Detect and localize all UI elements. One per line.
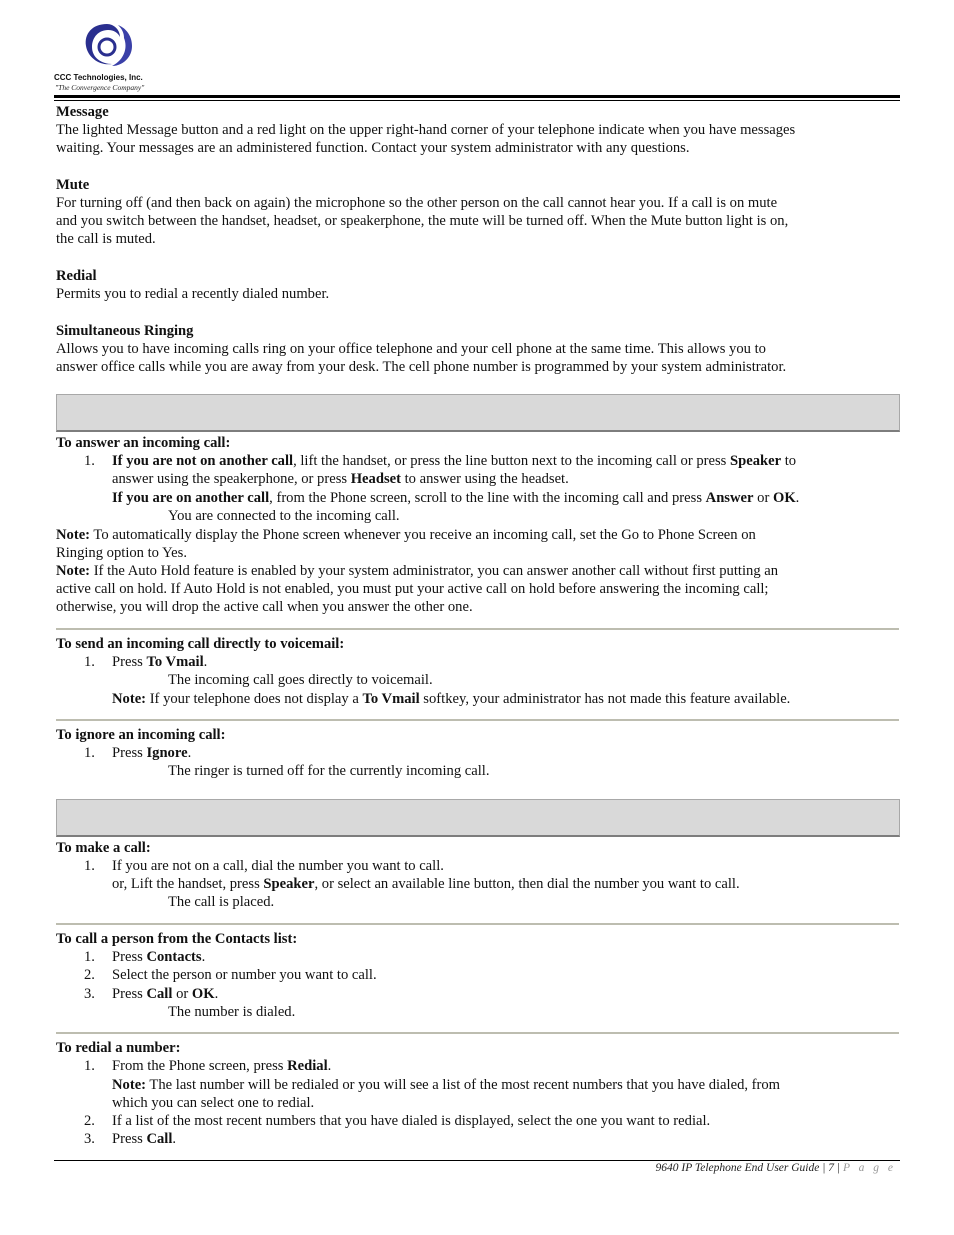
redial-text-1: Permits you to redial a recently dialed number. [56, 286, 330, 302]
message-text-2: waiting. Your messages are an administered function. Contact your system administrator with any questions. [56, 140, 690, 156]
message-text-1: The lighted Message button and a red light on the upper right-hand corner of your telephone indicate when you have messages [56, 122, 796, 138]
text: Press [112, 1131, 147, 1147]
text: answer using the speakerphone, or press [112, 471, 351, 487]
note-label: Note: [112, 1077, 147, 1093]
ignore-heading: To ignore an incoming call: [56, 727, 226, 743]
note-label: Note: [56, 527, 91, 543]
answer-note-2a [56, 562, 778, 580]
text: . [795, 490, 800, 506]
redial-note-a [112, 1076, 780, 1094]
contacts-step-3 [112, 985, 218, 1003]
text: , from the Phone screen, scroll to the line with the incoming call and press [269, 490, 706, 506]
contacts-heading: To call a person from the Contacts list: [56, 931, 298, 947]
key-headset: Headset [350, 471, 401, 487]
key-answer: Answer [705, 490, 754, 506]
section-band-making-calls [56, 799, 900, 837]
text: If the Auto Hold feature is enabled by your system administrator, you can answer another call without first putting an [90, 563, 779, 579]
answer-step-1c [112, 489, 799, 507]
voicemail-step-1 [112, 653, 207, 671]
key-ignore: Ignore [146, 745, 188, 761]
redial-step-number: 3. [84, 1131, 95, 1147]
mute-text-1: For turning off (and then back on again) the microphone so the other person on the call cannot hear you. If a call is on mute [56, 195, 778, 211]
text: to answer using the headset. [400, 471, 569, 487]
mute-text-3: the call is muted. [56, 231, 156, 247]
redial-note-b: which you can select one to redial. [112, 1095, 315, 1111]
company-logo [54, 20, 174, 96]
contacts-step-number: 1. [84, 949, 95, 965]
text: . [203, 654, 208, 670]
key-call: Call [146, 986, 173, 1002]
separator [56, 628, 899, 630]
text: From the Phone screen, press [112, 1058, 288, 1074]
key-ok: OK [191, 986, 215, 1002]
footer-divider: | [822, 1162, 826, 1174]
text: Press [112, 986, 147, 1002]
section-band-answering [56, 394, 900, 432]
text: . [327, 1058, 332, 1074]
redial-step-number: 1. [84, 1058, 95, 1074]
footer-divider: | [836, 1162, 841, 1174]
text: . [187, 745, 192, 761]
text: If your telephone does not display a [146, 691, 363, 707]
contacts-step-1 [112, 948, 205, 966]
text: , or select an available line button, then dial the number you want to call. [314, 876, 740, 892]
answer-heading: To answer an incoming call: [56, 435, 231, 451]
make-step-1: If you are not on a call, dial the number you want to call. [112, 858, 444, 874]
voicemail-note [112, 690, 790, 708]
note-label: Note: [56, 563, 91, 579]
key-redial: Redial [287, 1058, 328, 1074]
section-title-simultaneous: Simultaneous Ringing [56, 323, 194, 339]
text: To automatically display the Phone screen whenever you receive an incoming call, set the Go to Phone Screen on [90, 527, 756, 543]
text: Press [112, 745, 147, 761]
answer-step-1a [112, 452, 796, 470]
make-step-number: 1. [84, 858, 95, 874]
contacts-result: The number is dialed. [168, 1004, 296, 1020]
redial-step-2: If a list of the most recent numbers that you have dialed is displayed, select the one you want to redial. [112, 1113, 711, 1129]
redial-heading: To redial a number: [56, 1040, 181, 1056]
note-label: Note: [112, 691, 147, 707]
footer-page-word: P a g e [842, 1162, 896, 1174]
footer-doc-title: 9640 IP Telephone End User Guide [655, 1162, 820, 1174]
mute-text-2: and you switch between the handset, headset, or speakerphone, the mute will be turned off. When the Mute button light is on, [56, 213, 789, 229]
bold-phrase: If you are on another call [112, 490, 270, 506]
company-tagline: "The Convergence Company" [55, 83, 145, 92]
redial-step-3 [112, 1130, 176, 1148]
make-result: The call is placed. [168, 894, 275, 910]
make-heading: To make a call: [56, 840, 151, 856]
text: . [172, 1131, 177, 1147]
text: The last number will be redialed or you will see a list of the most recent numbers that you have dialed, from [146, 1077, 781, 1093]
make-step-1-alt [112, 875, 740, 893]
answer-note-2c: otherwise, you will drop the active call when you answer the other one. [56, 599, 473, 615]
footer-page-number: 7 [828, 1162, 835, 1174]
answer-note-1a [56, 526, 756, 544]
bold-phrase: If you are not on another call [112, 453, 294, 469]
voicemail-step-number: 1. [84, 654, 95, 670]
text: . [214, 986, 219, 1002]
text: softkey, your administrator has not made this feature available. [419, 691, 791, 707]
voicemail-heading: To send an incoming call directly to voicemail: [56, 636, 345, 652]
section-title-redial: Redial [56, 268, 97, 284]
header-rule [54, 95, 900, 101]
page-footer [656, 1162, 897, 1174]
separator [56, 1032, 899, 1034]
text: , lift the handset, or press the line button next to the incoming call or press [293, 453, 730, 469]
text: Press [112, 654, 147, 670]
text: . [201, 949, 206, 965]
company-name: CCC Technologies, Inc. [54, 73, 143, 82]
contacts-step-number: 3. [84, 986, 95, 1002]
key-speaker: Speaker [263, 876, 315, 892]
section-title-mute: Mute [56, 177, 90, 193]
redial-step-1 [112, 1057, 331, 1075]
text: Press [112, 949, 147, 965]
text: or [172, 986, 192, 1002]
text: or [753, 490, 773, 506]
separator [56, 923, 899, 925]
answer-note-1b: Ringing option to Yes. [56, 545, 187, 561]
key-speaker: Speaker [730, 453, 782, 469]
key-contacts: Contacts [146, 949, 202, 965]
ignore-step-1 [112, 744, 191, 762]
answer-step-1b [112, 470, 569, 488]
key-call: Call [146, 1131, 173, 1147]
simultaneous-text-2: answer office calls while you are away from your desk. The cell phone number is programmed by your system administrator. [56, 359, 787, 375]
answer-result: You are connected to the incoming call. [168, 508, 400, 524]
answer-note-2b: active call on hold. If Auto Hold is not enabled, you must put your active call on hold before answering the incoming call; [56, 581, 769, 597]
ignore-step-number: 1. [84, 745, 95, 761]
simultaneous-text-1: Allows you to have incoming calls ring on your office telephone and your cell phone at the same time. This allows you to [56, 341, 766, 357]
swirl-logo-icon [80, 20, 134, 72]
redial-step-number: 2. [84, 1113, 95, 1129]
footer-rule [54, 1160, 900, 1161]
text: or, Lift the handset, press [112, 876, 264, 892]
contacts-step-2: Select the person or number you want to call. [112, 967, 377, 983]
ignore-result: The ringer is turned off for the currently incoming call. [168, 763, 490, 779]
text: to [781, 453, 797, 469]
answer-step-number: 1. [84, 453, 95, 469]
key-to-vmail: To Vmail [146, 654, 204, 670]
section-title-message: Message [56, 104, 109, 120]
contacts-step-number: 2. [84, 967, 95, 983]
voicemail-result: The incoming call goes directly to voicemail. [168, 672, 433, 688]
separator [56, 719, 899, 721]
key-ok: OK [772, 490, 796, 506]
key-to-vmail: To Vmail [362, 691, 420, 707]
